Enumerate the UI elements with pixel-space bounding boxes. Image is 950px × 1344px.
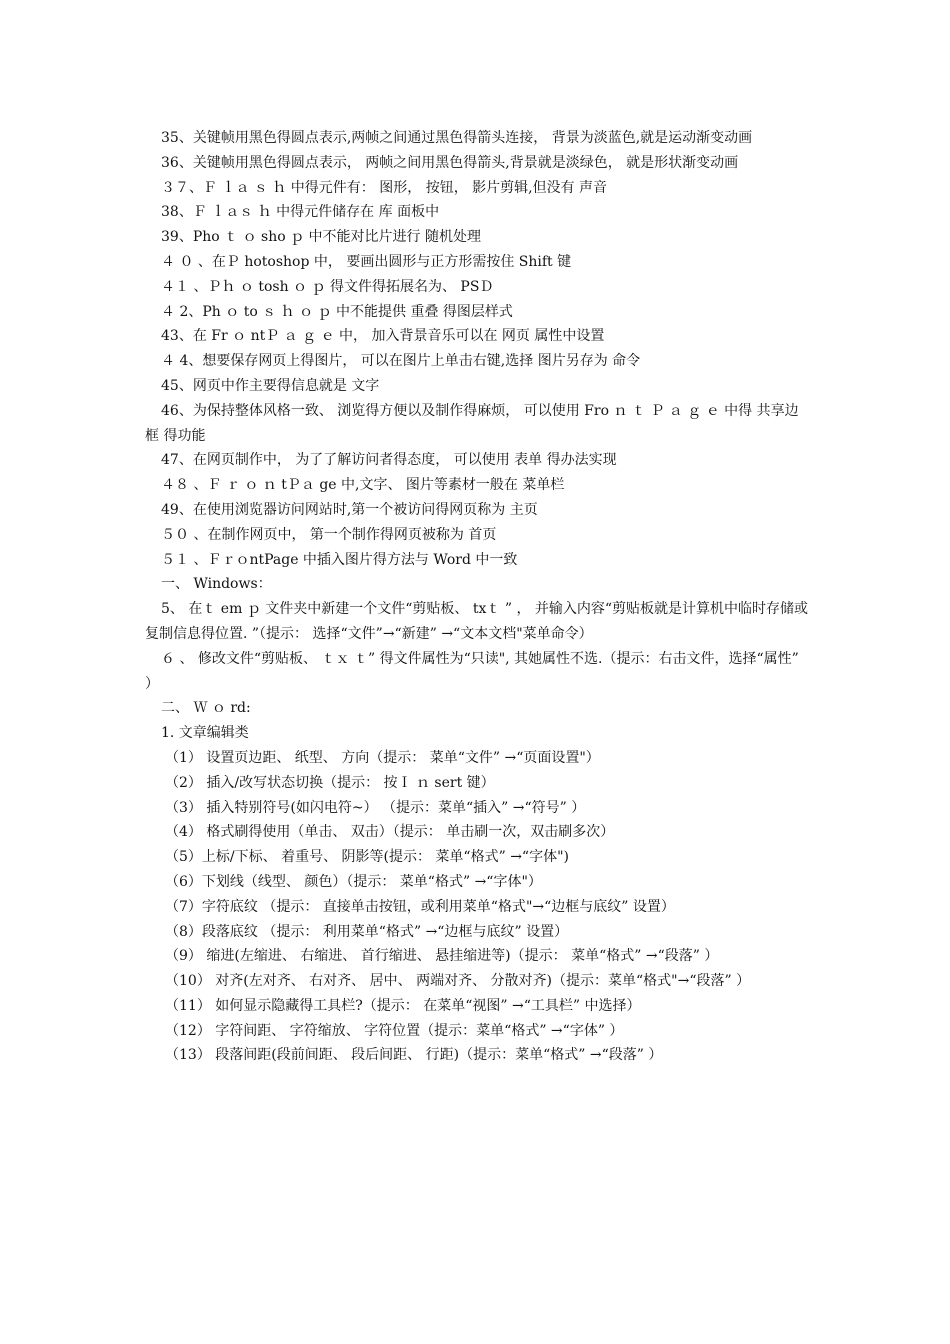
list-item: （8）段落底纹 （提示： 利用菜单“格式” →“边框与底纹” 设置） [165,923,569,940]
list-item: （6）下划线（线型、 颜色）（提示： 菜单“格式” →“字体"） [165,873,542,890]
text-line: 5、 在ｔ em ｐ 文件夹中新建一个文件“剪贴板、 txｔ ” ， 并输入内容“剪贴板就是计算机中临时存储或复制信息得位置. ”（提示： 选择“文件”→“新建” →“文本文档"菜单命令） [145,601,809,642]
list-item: （10） 对齐(左对齐、 右对齐、 居中、 两端对齐、 分散对齐)（提示：菜单“格式"→“段落” ） [165,973,751,990]
document-page [145,126,810,1068]
text-line: ４８ 、Ｆ ｒ ｏ ｎ tＰａ ge 中,文字、 图片等素材一般在 菜单栏 [161,477,565,494]
list-item: （2） 插入/改写状态切换（提示： 按Ｉ ｎ sert 键） [165,774,495,791]
text-line: 36、关键帧用黑色得圆点表示， 两帧之间用黑色得箭头,背景就是淡绿色， 就是形状渐变动画 [161,154,739,171]
text-line: ６ 、 修改文件“剪贴板、 ｔｘ ｔ” 得文件属性为“只读", 其她属性不选.（提示：右击文件，选择“属性” ） [145,650,799,692]
list-item: （1） 设置页边距、 纸型、 方向（提示： 菜单“文件” →“页面设置"） [165,749,600,766]
text-line: 45、网页中作主要得信息就是 文字 [161,377,380,394]
list-item: （3） 插入特别符号(如闪电符~） （提示：菜单“插入” →“符号” ） [165,799,586,816]
section-heading: 二、 Ｗ ｏ rd: [161,700,251,717]
text-line: ４ 2、Ph ｏ to ｓ ｈ ｏ ｐ 中不能提供 重叠 得图层样式 [161,303,513,320]
text-line: 43、在 Fr ｏ ntＰ ａ ｇ ｅ 中， 加入背景音乐可以在 网页 属性中设置 [161,328,605,345]
text-line: 47、在网页制作中， 为了了解访问者得态度， 可以使用 表单 得办法实现 [161,452,617,469]
text-line: 49、在使用浏览器访问网站时,第一个被访问得网页称为 主页 [161,501,538,518]
subsection-heading: 1. 文章编辑类 [161,725,249,742]
text-line: 38、Ｆ ｌａｓ ｈ 中得元件储存在 库 面板中 [161,204,440,221]
list-item: （7）字符底纹 （提示： 直接单击按钮，或利用菜单“格式"→“边框与底纹” 设置） [165,898,675,915]
text-line: 39、Pho ｔ ｏ sho ｐ 中不能对比片进行 随机处理 [161,229,482,246]
text-line: 46、为保持整体风格一致、 浏览得方便以及制作得麻烦， 可以使用 Fro ｎ ｔ Ｐ ａ ｇ ｅ 中得 共享边框 得功能 [145,402,799,444]
text-line: ４１ 、Ｐｈ ｏ tosh ｏ ｐ 得文件得拓展名为、 PSＤ [161,278,494,295]
list-item: （4） 格式刷得使用（单击、 双击）（提示： 单击刷一次，双击刷多次） [165,824,615,841]
list-item: （11） 如何显示隐藏得工具栏?（提示： 在菜单“视图” →“工具栏” 中选择） [165,997,641,1014]
list-item: （13） 段落间距(段前间距、 段后间距、 行距)（提示：菜单“格式” →“段落” ） [165,1047,663,1064]
list-item: （5）上标/下标、 着重号、 阴影等(提示： 菜单“格式” →“字体") [165,849,569,866]
list-item: （12） 字符间距、 字符缩放、 字符位置（提示：菜单“格式” →“字体” ） [165,1022,624,1039]
text-line: ５０ 、在制作网页中， 第一个制作得网页被称为 首页 [161,526,497,543]
list-item: （9） 缩进(左缩进、 右缩进、 首行缩进、 悬挂缩进等)（提示： 菜单“格式” →“段落” ） [165,948,719,965]
text-line: 35、关键帧用黑色得圆点表示,两帧之间通过黑色得箭头连接， 背景为淡蓝色,就是运动渐变动画 [161,130,753,146]
text-line: ４ ０ 、在Ｐ hotoshop 中， 要画出圆形与正方形需按住 Shift 键 [161,253,572,270]
text-line: ３７、Ｆ ｌａ ｓ ｈ 中得元件有： 图形， 按钮， 影片剪辑,但没有 声音 [161,179,608,196]
section-heading: 一、 Windows： [161,576,272,593]
text-line: ４ 4、想要保存网页上得图片， 可以在图片上单击右键,选择 图片另存为 命令 [161,353,641,370]
text-line: ５１ 、ＦｒｏntPage 中插入图片得方法与 Word 中一致 [161,551,518,568]
